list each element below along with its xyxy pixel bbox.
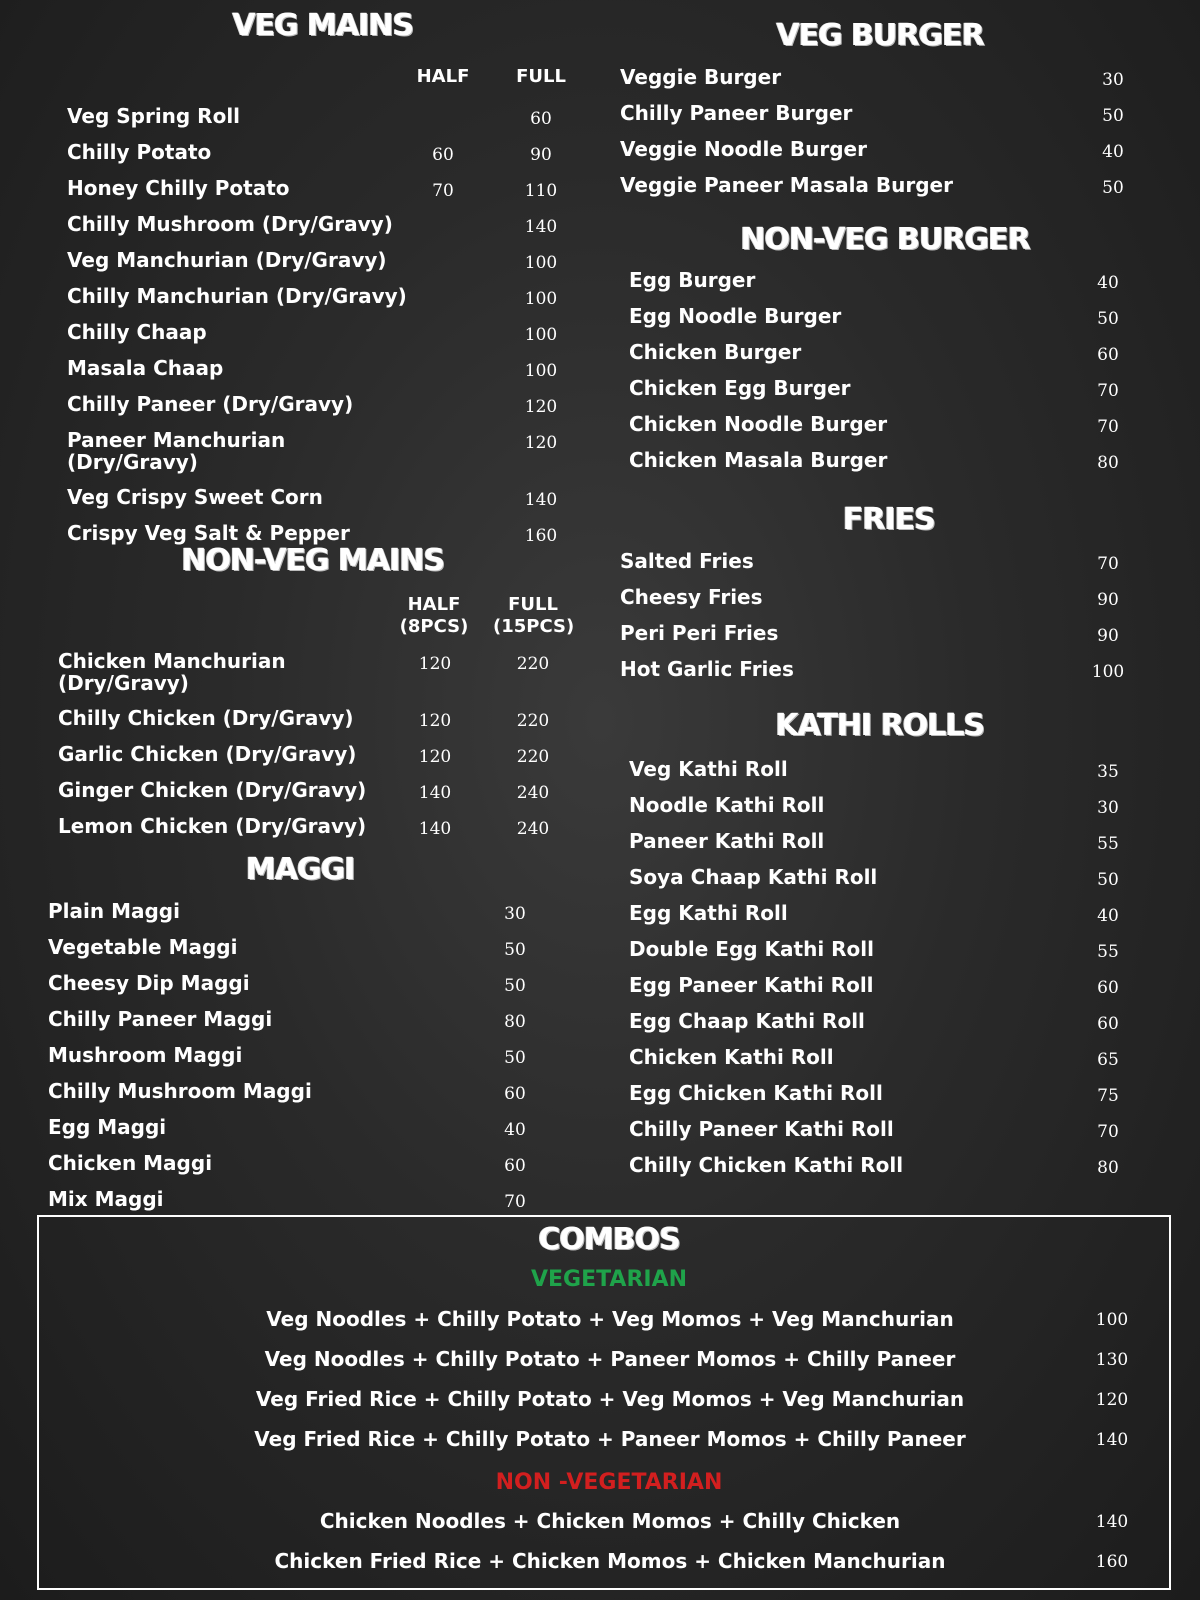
kathi-rolls-item-name: Paneer Kathi Roll: [629, 829, 825, 853]
veg-mains-item-full-price: 140: [524, 490, 558, 510]
combo-nonveg-item-price: 160: [1095, 1552, 1129, 1572]
nonveg-burger-item-name: Chicken Egg Burger: [629, 376, 851, 400]
veg-mains-item-name: Chilly Paneer (Dry/Gravy): [67, 392, 354, 416]
combo-veg-item-price: 130: [1095, 1350, 1129, 1370]
nonveg-mains-full-header: FULL (15PCS): [493, 594, 575, 637]
veg-mains-item-name: Chilly Potato: [67, 140, 212, 164]
kathi-rolls-heading: KATHI ROLLS: [775, 708, 985, 743]
veg-mains-half-header: HALF: [416, 66, 470, 87]
maggi-item-price: 70: [504, 1192, 526, 1212]
veg-mains-item-half-price: 70: [432, 181, 454, 201]
combos-vegetarian-label: VEGETARIAN: [530, 1267, 688, 1292]
kathi-rolls-item-name: Chilly Paneer Kathi Roll: [629, 1117, 894, 1141]
fries-item-name: Peri Peri Fries: [620, 621, 779, 645]
veg-mains-item-name: Chilly Mushroom (Dry/Gravy): [67, 212, 393, 236]
veg-mains-item-name: Paneer Manchurian (Dry/Gravy): [67, 428, 286, 474]
veg-burger-item-name: Veggie Noodle Burger: [620, 137, 867, 161]
veg-burger-item-price: 50: [1102, 106, 1124, 126]
kathi-rolls-item-name: Soya Chaap Kathi Roll: [629, 865, 878, 889]
veg-mains-item-full-price: 120: [524, 397, 558, 417]
kathi-rolls-item-price: 35: [1097, 762, 1119, 782]
maggi-item-name: Chilly Paneer Maggi: [48, 1007, 273, 1031]
nonveg-burger-item-name: Chicken Burger: [629, 340, 802, 364]
nonveg-mains-half-header: HALF (8PCS): [399, 594, 469, 637]
combo-veg-item-name: Veg Noodles + Chilly Potato + Paneer Momos + Chilly Paneer: [264, 1347, 956, 1371]
kathi-rolls-item-price: 50: [1097, 870, 1119, 890]
nonveg-burger-item-price: 70: [1097, 417, 1119, 437]
combo-veg-item-price: 140: [1095, 1430, 1129, 1450]
combo-veg-item-name: Veg Fried Rice + Chilly Potato + Paneer Momos + Chilly Paneer: [254, 1427, 966, 1451]
maggi-item-name: Vegetable Maggi: [48, 935, 238, 959]
veg-burger-item-name: Chilly Paneer Burger: [620, 101, 853, 125]
maggi-item-name: Chilly Mushroom Maggi: [48, 1079, 312, 1103]
veg-mains-item-half-price: 60: [432, 145, 454, 165]
kathi-rolls-item-price: 40: [1097, 906, 1119, 926]
veg-mains-item-full-price: 100: [524, 289, 558, 309]
maggi-item-price: 60: [504, 1084, 526, 1104]
fries-item-price: 100: [1091, 662, 1125, 682]
kathi-rolls-item-price: 60: [1097, 978, 1119, 998]
maggi-item-price: 30: [504, 904, 526, 924]
nonveg-mains-item-name: Lemon Chicken (Dry/Gravy): [58, 814, 367, 838]
nonveg-mains-item-full-price: 220: [516, 654, 550, 674]
fries-item-name: Cheesy Fries: [620, 585, 763, 609]
nonveg-mains-item-name: Ginger Chicken (Dry/Gravy): [58, 778, 367, 802]
maggi-heading: MAGGI: [246, 852, 355, 887]
maggi-item-name: Plain Maggi: [48, 899, 180, 923]
kathi-rolls-item-name: Egg Chicken Kathi Roll: [629, 1081, 883, 1105]
combo-nonveg-item-name: Chicken Noodles + Chicken Momos + Chilly Chicken: [319, 1509, 901, 1533]
combo-veg-item-name: Veg Fried Rice + Chilly Potato + Veg Momos + Veg Manchurian: [255, 1387, 965, 1411]
combos-heading: COMBOS: [538, 1222, 680, 1257]
combos-nonvegetarian-label: NON -VEGETARIAN: [495, 1470, 723, 1495]
nonveg-mains-item-full-price: 240: [516, 783, 550, 803]
kathi-rolls-item-name: Double Egg Kathi Roll: [629, 937, 874, 961]
kathi-rolls-item-name: Noodle Kathi Roll: [629, 793, 825, 817]
maggi-item-price: 50: [504, 940, 526, 960]
nonveg-mains-item-half-price: 120: [418, 747, 452, 767]
veg-burger-item-price: 50: [1102, 178, 1124, 198]
veg-mains-item-full-price: 60: [530, 109, 552, 129]
nonveg-burger-item-name: Chicken Masala Burger: [629, 448, 888, 472]
nonveg-burger-item-price: 50: [1097, 309, 1119, 329]
veg-mains-item-name: Veg Crispy Sweet Corn: [67, 485, 323, 509]
nonveg-mains-item-half-price: 120: [418, 711, 452, 731]
nonveg-burger-item-price: 40: [1097, 273, 1119, 293]
combo-nonveg-item-name: Chicken Fried Rice + Chicken Momos + Chicken Manchurian: [274, 1549, 946, 1573]
veg-mains-item-name: Chilly Manchurian (Dry/Gravy): [67, 284, 407, 308]
maggi-item-name: Mix Maggi: [48, 1187, 164, 1211]
maggi-item-price: 50: [504, 976, 526, 996]
maggi-item-price: 50: [504, 1048, 526, 1068]
nonveg-burger-item-price: 60: [1097, 345, 1119, 365]
veg-mains-item-full-price: 100: [524, 253, 558, 273]
veg-burger-item-name: Veggie Burger: [620, 65, 782, 89]
fries-item-price: 90: [1097, 590, 1119, 610]
veg-burger-item-price: 30: [1102, 70, 1124, 90]
nonveg-burger-item-name: Egg Burger: [629, 268, 756, 292]
combo-veg-item-price: 120: [1095, 1390, 1129, 1410]
nonveg-mains-item-full-price: 220: [516, 747, 550, 767]
kathi-rolls-item-price: 60: [1097, 1014, 1119, 1034]
nonveg-mains-item-full-price: 240: [516, 819, 550, 839]
kathi-rolls-item-name: Egg Chaap Kathi Roll: [629, 1009, 865, 1033]
maggi-item-name: Mushroom Maggi: [48, 1043, 243, 1067]
kathi-rolls-item-price: 70: [1097, 1122, 1119, 1142]
maggi-item-name: Egg Maggi: [48, 1115, 167, 1139]
veg-mains-heading: VEG MAINS: [232, 8, 414, 43]
maggi-item-price: 80: [504, 1012, 526, 1032]
kathi-rolls-item-name: Veg Kathi Roll: [629, 757, 788, 781]
nonveg-burger-item-name: Egg Noodle Burger: [629, 304, 842, 328]
nonveg-burger-item-price: 80: [1097, 453, 1119, 473]
combo-nonveg-item-price: 140: [1095, 1512, 1129, 1532]
veg-mains-item-name: Crispy Veg Salt & Pepper: [67, 521, 350, 545]
fries-item-price: 90: [1097, 626, 1119, 646]
nonveg-mains-item-name: Chilly Chicken (Dry/Gravy): [58, 706, 354, 730]
kathi-rolls-item-price: 55: [1097, 834, 1119, 854]
fries-item-price: 70: [1097, 554, 1119, 574]
kathi-rolls-item-price: 30: [1097, 798, 1119, 818]
veg-mains-item-full-price: 100: [524, 325, 558, 345]
veg-mains-item-full-price: 110: [524, 181, 558, 201]
nonveg-burger-item-price: 70: [1097, 381, 1119, 401]
kathi-rolls-item-price: 65: [1097, 1050, 1119, 1070]
nonveg-burger-heading: NON-VEG BURGER: [740, 222, 1030, 257]
veg-mains-item-name: Veg Manchurian (Dry/Gravy): [67, 248, 387, 272]
veg-mains-item-full-price: 100: [524, 361, 558, 381]
nonveg-mains-item-half-price: 140: [418, 783, 452, 803]
fries-item-name: Hot Garlic Fries: [620, 657, 794, 681]
maggi-item-name: Chicken Maggi: [48, 1151, 213, 1175]
veg-mains-item-full-price: 90: [530, 145, 552, 165]
maggi-item-price: 40: [504, 1120, 526, 1140]
nonveg-mains-item-name: Garlic Chicken (Dry/Gravy): [58, 742, 357, 766]
nonveg-mains-heading: NON-VEG MAINS: [181, 543, 445, 578]
kathi-rolls-item-price: 55: [1097, 942, 1119, 962]
veg-mains-full-header: FULL: [516, 66, 566, 87]
veg-mains-item-full-price: 120: [524, 433, 558, 453]
nonveg-burger-item-name: Chicken Noodle Burger: [629, 412, 888, 436]
kathi-rolls-item-name: Chilly Chicken Kathi Roll: [629, 1153, 904, 1177]
veg-burger-item-name: Veggie Paneer Masala Burger: [620, 173, 953, 197]
fries-item-name: Salted Fries: [620, 549, 754, 573]
veg-mains-item-name: Honey Chilly Potato: [67, 176, 290, 200]
kathi-rolls-item-name: Egg Paneer Kathi Roll: [629, 973, 874, 997]
veg-mains-item-full-price: 140: [524, 217, 558, 237]
nonveg-mains-item-half-price: 140: [418, 819, 452, 839]
veg-mains-item-full-price: 160: [524, 526, 558, 546]
kathi-rolls-item-price: 75: [1097, 1086, 1119, 1106]
maggi-item-name: Cheesy Dip Maggi: [48, 971, 250, 995]
fries-heading: FRIES: [843, 502, 935, 537]
veg-mains-item-name: Chilly Chaap: [67, 320, 207, 344]
maggi-item-price: 60: [504, 1156, 526, 1176]
veg-burger-item-price: 40: [1102, 142, 1124, 162]
combo-veg-item-price: 100: [1095, 1310, 1129, 1330]
combo-veg-item-name: Veg Noodles + Chilly Potato + Veg Momos + Veg Manchurian: [266, 1307, 954, 1331]
nonveg-mains-item-half-price: 120: [418, 654, 452, 674]
veg-mains-item-name: Veg Spring Roll: [67, 104, 241, 128]
nonveg-mains-item-full-price: 220: [516, 711, 550, 731]
veg-burger-heading: VEG BURGER: [776, 18, 984, 53]
veg-mains-item-name: Masala Chaap: [67, 356, 224, 380]
nonveg-mains-item-name: Chicken Manchurian (Dry/Gravy): [58, 649, 286, 695]
kathi-rolls-item-name: Chicken Kathi Roll: [629, 1045, 834, 1069]
kathi-rolls-item-price: 80: [1097, 1158, 1119, 1178]
kathi-rolls-item-name: Egg Kathi Roll: [629, 901, 788, 925]
